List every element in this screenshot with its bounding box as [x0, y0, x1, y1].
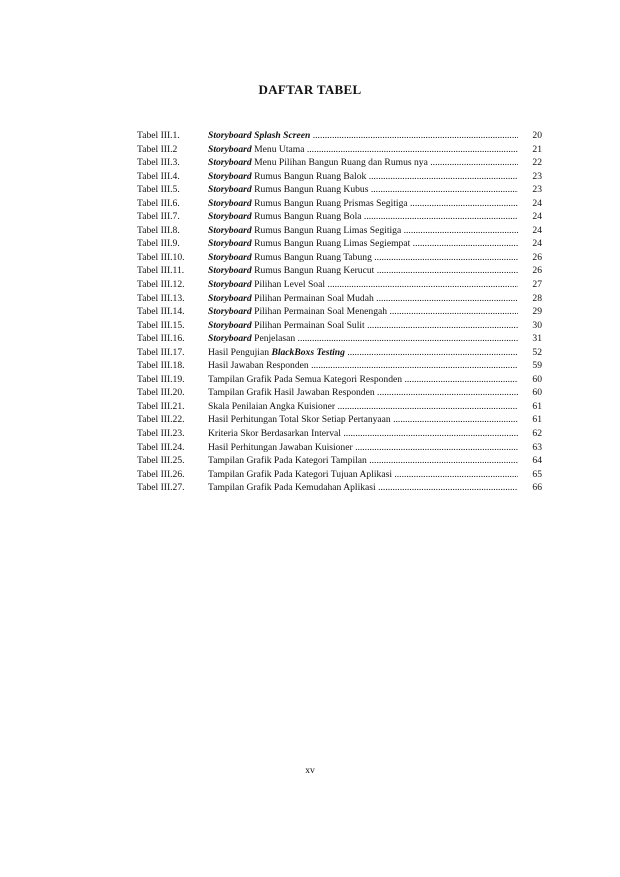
entry-number: Tabel III.10.: [137, 251, 185, 263]
entry-page-number: 20: [532, 130, 542, 141]
entry-page-number: 29: [532, 306, 542, 318]
table-entry[interactable]: [137, 143, 542, 157]
entry-title: [208, 305, 518, 319]
entry-number: Tabel III.8.: [137, 224, 180, 236]
table-entry[interactable]: [137, 292, 542, 306]
entry-title: [208, 441, 518, 455]
entry-title-text: Rumus Bangun Ruang Limas Segiempat: [254, 238, 411, 250]
table-entry[interactable]: [137, 210, 542, 224]
entry-number: Tabel III.4.: [137, 170, 180, 182]
entry-title-italic: Storyboard: [208, 184, 252, 196]
entry-title-italic: Storyboard: [208, 333, 252, 345]
entry-number: Tabel III.2: [137, 143, 178, 155]
entry-page-number: 62: [532, 428, 542, 440]
table-entry[interactable]: [137, 197, 542, 211]
table-list: [137, 129, 542, 495]
entry-title-text: Rumus Bangun Ruang Tabung: [254, 251, 372, 263]
entry-title-text: Tampilan Grafik Pada Kategori Tampilan: [208, 455, 367, 467]
entry-page-number: 61: [532, 414, 542, 426]
entry-title-italic: Storyboard: [208, 238, 252, 250]
entry-page-number: 64: [532, 455, 542, 467]
table-entry[interactable]: [137, 224, 542, 238]
entry-title-italic: Storyboard: [208, 143, 252, 155]
table-entry[interactable]: [137, 359, 542, 373]
entry-page-number: 30: [532, 319, 542, 331]
entry-title-italic: Storyboard Splash Screen: [208, 130, 311, 141]
entry-title-italic: Storyboard: [208, 279, 252, 291]
entry-title-text: Rumus Bangun Ruang Kerucut: [254, 265, 375, 277]
entry-title-text: Rumus Bangun Ruang Limas Segitiga: [254, 224, 402, 236]
entry-title-italic: Storyboard: [208, 211, 252, 223]
entry-title: [208, 373, 518, 387]
table-entry[interactable]: [137, 441, 542, 455]
entry-page-number: 21: [532, 143, 542, 155]
entry-title-italic: Storyboard: [208, 157, 252, 169]
entry-title-italic: BlackBoxs Testing: [271, 346, 345, 358]
entry-number: Tabel III.13.: [137, 292, 185, 304]
entry-title: [208, 210, 518, 224]
entry-title: [208, 251, 518, 265]
entry-title-text: Rumus Bangun Ruang Bola: [254, 211, 362, 223]
table-entry[interactable]: [137, 278, 542, 292]
entry-title-italic: Storyboard: [208, 197, 252, 209]
page-title: DAFTAR TABEL: [258, 82, 362, 97]
entry-page-number: 22: [532, 157, 542, 169]
entry-title: [208, 359, 518, 373]
table-entry[interactable]: [137, 346, 542, 360]
table-entry[interactable]: [137, 332, 542, 346]
entry-page-number: 63: [532, 441, 542, 453]
entry-title-text: Pilihan Permainan Soal Menengah: [254, 306, 388, 318]
entry-title: [208, 183, 518, 197]
entry-number: Tabel III.14.: [137, 306, 185, 318]
entry-page-number: 23: [532, 170, 542, 182]
entry-title-text: Hasil Perhitungan Total Skor Setiap Pertanyaan: [208, 414, 391, 426]
table-entry[interactable]: [137, 468, 542, 482]
entry-number: Tabel III.26.: [137, 468, 185, 480]
entry-title-text: Penjelasan: [254, 333, 296, 345]
page-number: xv: [305, 765, 315, 776]
entry-page-number: 24: [532, 211, 542, 223]
entry-number: Tabel III.16.: [137, 333, 185, 345]
entry-title-italic: Storyboard: [208, 292, 252, 304]
entry-page-number: 60: [532, 373, 542, 385]
entry-title-text: Pilihan Permainan Soal Sulit: [254, 319, 365, 331]
entry-number: Tabel III.1.: [137, 130, 180, 141]
table-entry[interactable]: [137, 319, 542, 333]
entry-page-number: 23: [532, 184, 542, 196]
entry-number: Tabel III.23.: [137, 428, 185, 440]
entry-page-number: 66: [532, 482, 542, 494]
table-entry[interactable]: [137, 427, 542, 441]
table-entry[interactable]: [137, 305, 542, 319]
entry-title-text: Pilihan Permainan Soal Mudah: [254, 292, 374, 304]
entry-page-number: 24: [532, 238, 542, 250]
table-entry[interactable]: [137, 156, 542, 170]
entry-number: Tabel III.17.: [137, 346, 185, 358]
entry-number: Tabel III.12.: [137, 279, 185, 291]
entry-title-italic: Storyboard: [208, 319, 252, 331]
entry-title-text: Hasil Jawaban Responden: [208, 360, 309, 372]
entry-title-text: Menu Utama: [254, 143, 305, 155]
table-entry[interactable]: [137, 237, 542, 251]
entry-title-text: Pilihan Level Soal: [254, 279, 326, 291]
table-entry[interactable]: [137, 170, 542, 184]
entry-title-text: Rumus Bangun Ruang Kubus: [254, 184, 369, 196]
entry-page-number: 31: [532, 333, 542, 345]
entry-title-prefix: Hasil Pengujian: [208, 346, 270, 358]
entry-title: [208, 481, 518, 495]
table-entry[interactable]: [137, 413, 542, 427]
entry-title: [208, 468, 518, 482]
entry-number: Tabel III.3.: [137, 157, 180, 169]
entry-title: [208, 454, 518, 468]
entry-title: [208, 413, 518, 427]
entry-title-text: Tampilan Grafik Pada Kemudahan Aplikasi: [208, 482, 376, 494]
entry-title: [208, 237, 518, 251]
entry-number: Tabel III.15.: [137, 319, 185, 331]
entry-title: [208, 156, 518, 170]
entry-number: Tabel III.11.: [137, 265, 185, 277]
entry-title-text: Rumus Bangun Ruang Balok: [254, 170, 367, 182]
entry-page-number: 61: [532, 400, 542, 412]
entry-number: Tabel III.25.: [137, 455, 185, 467]
entry-title: [208, 170, 518, 184]
entry-title: [208, 278, 518, 292]
entry-title-text: Skala Penilaian Angka Kuisioner: [208, 400, 336, 412]
entry-page-number: 24: [532, 224, 542, 236]
entry-title: [208, 197, 518, 211]
entry-page-number: 27: [532, 279, 542, 291]
entry-title: [208, 386, 518, 400]
entry-title-italic: Storyboard: [208, 251, 252, 263]
entry-title-text: Tampilan Grafik Pada Semua Kategori Responden: [208, 373, 403, 385]
entry-number: Tabel III.22.: [137, 414, 185, 426]
entry-title-italic: Storyboard: [208, 306, 252, 318]
table-entry[interactable]: [137, 183, 542, 197]
entry-title: [208, 264, 518, 278]
entry-number: Tabel III.19.: [137, 373, 185, 385]
entry-title: [208, 292, 518, 306]
entry-number: Tabel III.18.: [137, 360, 185, 372]
table-entry[interactable]: [137, 386, 542, 400]
entry-number: Tabel III.6.: [137, 197, 180, 209]
entry-page-number: 65: [532, 468, 542, 480]
entry-title-italic: Storyboard: [208, 170, 252, 182]
entry-number: Tabel III.5.: [137, 184, 180, 196]
table-entry[interactable]: [137, 264, 542, 278]
entry-title-text: Menu Pilihan Bangun Ruang dan Rumus nya: [254, 157, 428, 169]
table-entry[interactable]: [137, 129, 542, 143]
entry-title-text: Kriteria Skor Berdasarkan Interval: [208, 428, 341, 440]
entry-title: [208, 400, 518, 414]
entry-number: Tabel III.24.: [137, 441, 185, 453]
entry-title: [208, 319, 518, 333]
table-entry[interactable]: [137, 400, 542, 414]
entry-title-italic: Storyboard: [208, 265, 252, 277]
entry-title-text: Rumus Bangun Ruang Prismas Segitiga: [254, 197, 408, 209]
entry-page-number: 28: [532, 292, 542, 304]
entry-page-number: 60: [532, 387, 542, 399]
entry-number: Tabel III.9.: [137, 238, 180, 250]
table-entry[interactable]: [137, 373, 542, 387]
entry-title: [208, 224, 518, 238]
entry-number: Tabel III.7.: [137, 211, 180, 223]
entry-number: Tabel III.21.: [137, 400, 185, 412]
entry-number: Tabel III.27.: [137, 482, 185, 494]
entry-page-number: 26: [532, 251, 542, 263]
entry-title: [208, 427, 518, 441]
entry-title-text: Hasil Perhitungan Jawaban Kuisioner: [208, 441, 353, 453]
entry-title-text: Tampilan Grafik Hasil Jawaban Responden: [208, 387, 375, 399]
table-entry[interactable]: [137, 454, 542, 468]
entry-title-text: Tampilan Grafik Pada Kategori Tujuan Aplikasi: [208, 468, 392, 480]
entry-page-number: 52: [532, 346, 542, 358]
entry-page-number: 24: [532, 197, 542, 209]
table-entry[interactable]: [137, 481, 542, 495]
table-entry[interactable]: [137, 251, 542, 265]
entry-number: Tabel III.20.: [137, 387, 185, 399]
entry-title: [208, 143, 518, 157]
entry-page-number: 59: [532, 360, 542, 372]
entry-title: [208, 129, 518, 143]
entry-title-italic: Storyboard: [208, 224, 252, 236]
entry-page-number: 26: [532, 265, 542, 277]
entry-title: [208, 332, 518, 346]
entry-title: [208, 346, 518, 360]
